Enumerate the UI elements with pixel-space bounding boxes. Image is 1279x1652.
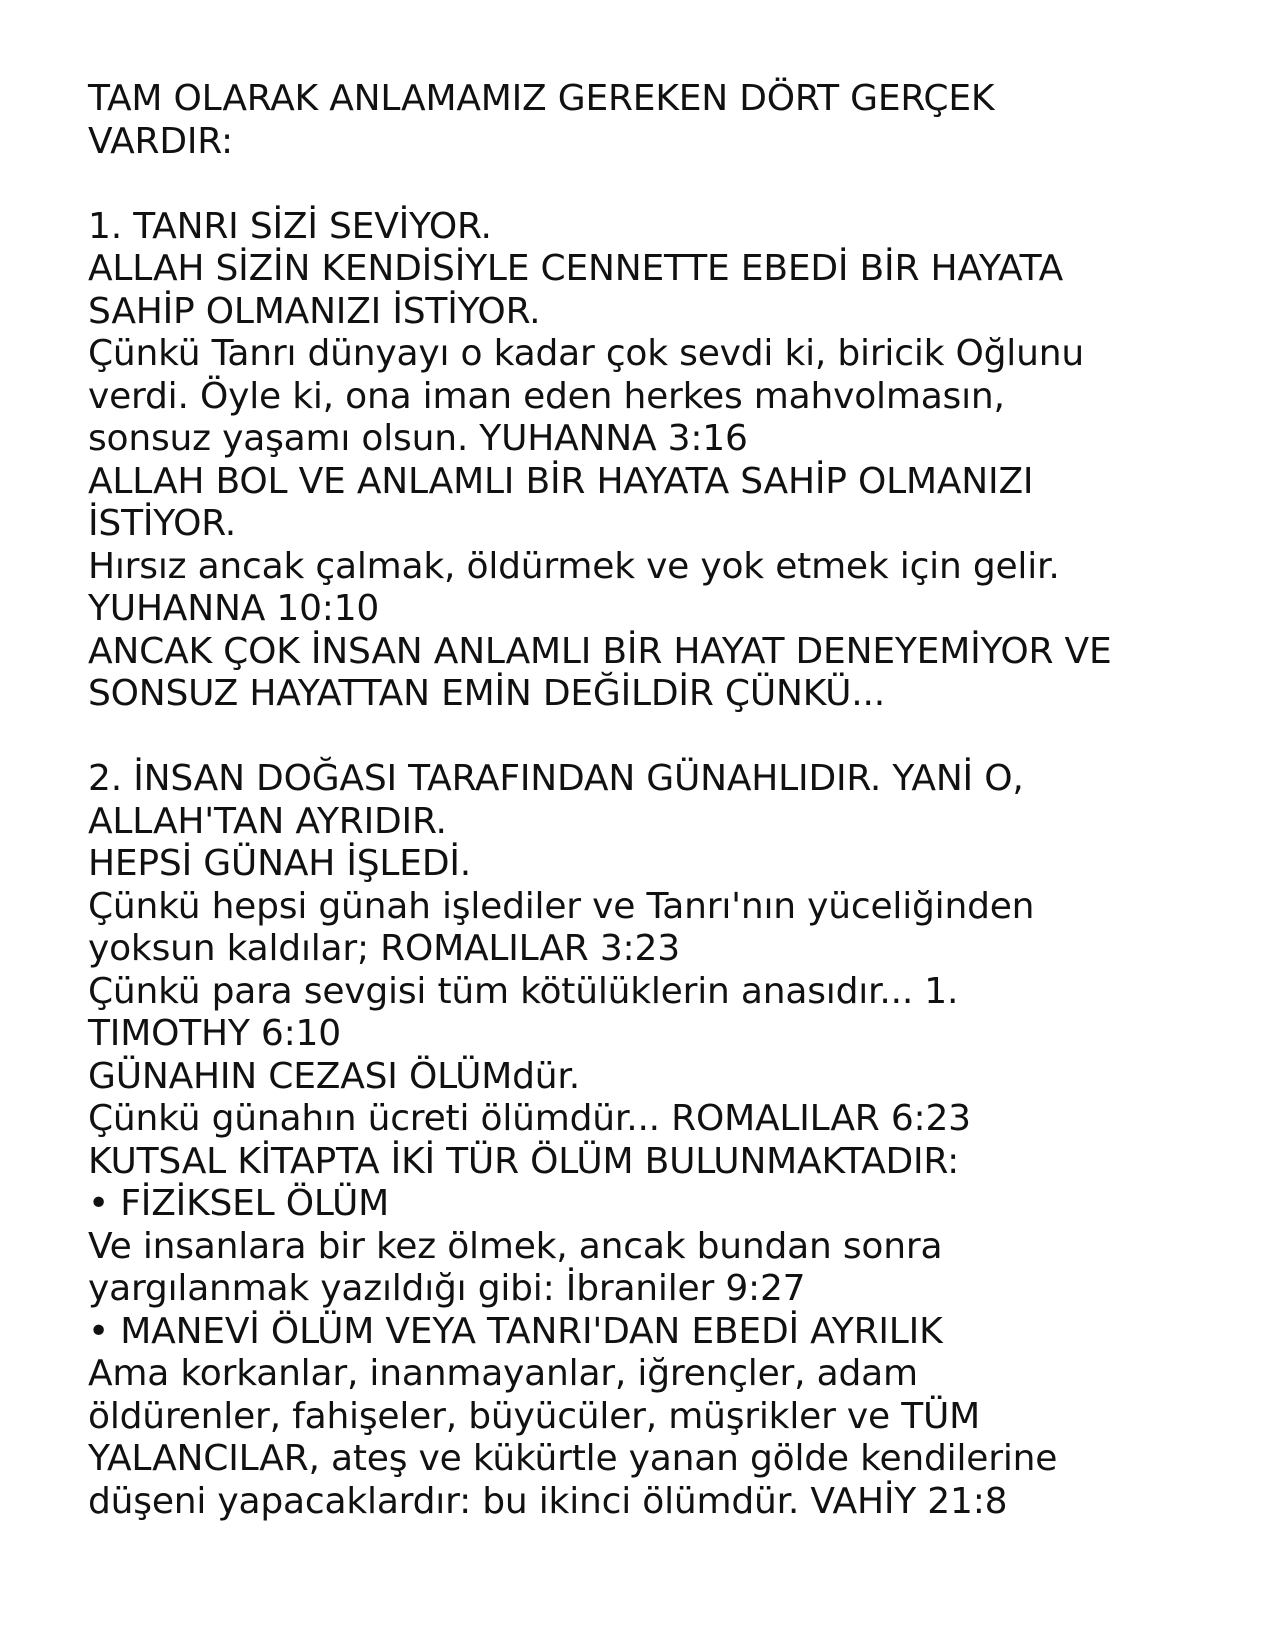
bullet-item: • FİZİKSEL ÖLÜM [88,1183,389,1224]
text-line: Ama korkanlar, inanmayanlar, iğrençler, adam [88,1353,918,1394]
text-line: ANCAK ÇOK İNSAN ANLAMLI BİR HAYAT DENEYEMİYOR VE [88,630,1112,672]
text-line: öldürenler, fahişeler, büyücüler, müşrikler ve TÜM [88,1395,981,1437]
text-line: verdi. Öyle ki, ona iman eden herkes mahvolmasın, [88,375,1005,417]
text-line: Çünkü para sevgisi tüm kötülüklerin anasıdır... 1. [88,970,959,1012]
text-line: Çünkü hepsi günah işlediler ve Tanrı'nın yüceliğinden [88,885,1035,927]
text-line: YUHANNA 10:10 [88,588,380,629]
text-line: ALLAH'TAN AYRIDIR. [88,800,447,842]
text-line: ALLAH SİZİN KENDİSİYLE CENNETTE EBEDİ BİR HAYATA [88,248,1064,289]
text-line: YALANCILAR, ateş ve kükürtle yanan gölde kendilerine [88,1438,1058,1479]
text-line: SONSUZ HAYATTAN EMİN DEĞİLDİR ÇÜNKÜ... [88,673,886,714]
text-line: Çünkü Tanrı dünyayı o kadar çok sevdi ki, biricik Oğlunu [88,333,1084,374]
text-line: VARDIR: [88,120,233,162]
text-line: Hırsız ancak çalmak, öldürmek ve yok etmek için gelir. [88,545,1060,587]
paragraph-gap [88,163,1258,206]
text-line: SAHİP OLMANIZI İSTİYOR. [88,290,541,332]
text-line: yoksun kaldılar; ROMALILAR 3:23 [88,928,680,969]
text-line: KUTSAL KİTAPTA İKİ TÜR ÖLÜM BULUNMAKTADIR: [88,1140,960,1182]
text-line: sonsuz yaşamı olsun. YUHANNA 3:16 [88,418,748,459]
text-line: ALLAH BOL VE ANLAMLI BİR HAYATA SAHİP OLMANIZI [88,460,1034,502]
text-line: HEPSİ GÜNAH İŞLEDİ. [88,843,472,884]
bullet-item: • MANEVİ ÖLÜM VEYA TANRI'DAN EBEDİ AYRILIK [88,1310,943,1352]
document-body [88,78,1258,1523]
section-heading: 1. TANRI SİZİ SEVİYOR. [88,205,492,247]
text-line: TAM OLARAK ANLAMAMIZ GEREKEN DÖRT GERÇEK [88,78,995,119]
text-line: Çünkü günahın ücreti ölümdür... ROMALILAR 6:23 [88,1098,971,1139]
text-line: düşeni yapacaklardır: bu ikinci ölümdür. VAHİY 21:8 [88,1480,1008,1522]
text-line: Ve insanlara bir kez ölmek, ancak bundan sonra [88,1225,943,1267]
text-line: yargılanmak yazıldığı gibi: İbraniler 9:27 [88,1268,806,1309]
text-line: GÜNAHIN CEZASI ÖLÜMdür. [88,1055,580,1097]
text-line: TIMOTHY 6:10 [88,1013,341,1054]
paragraph-gap [88,716,1258,759]
text-line: İSTİYOR. [88,503,237,544]
section-heading: 2. İNSAN DOĞASI TARAFINDAN GÜNAHLIDIR. YANİ O, [88,758,1024,799]
